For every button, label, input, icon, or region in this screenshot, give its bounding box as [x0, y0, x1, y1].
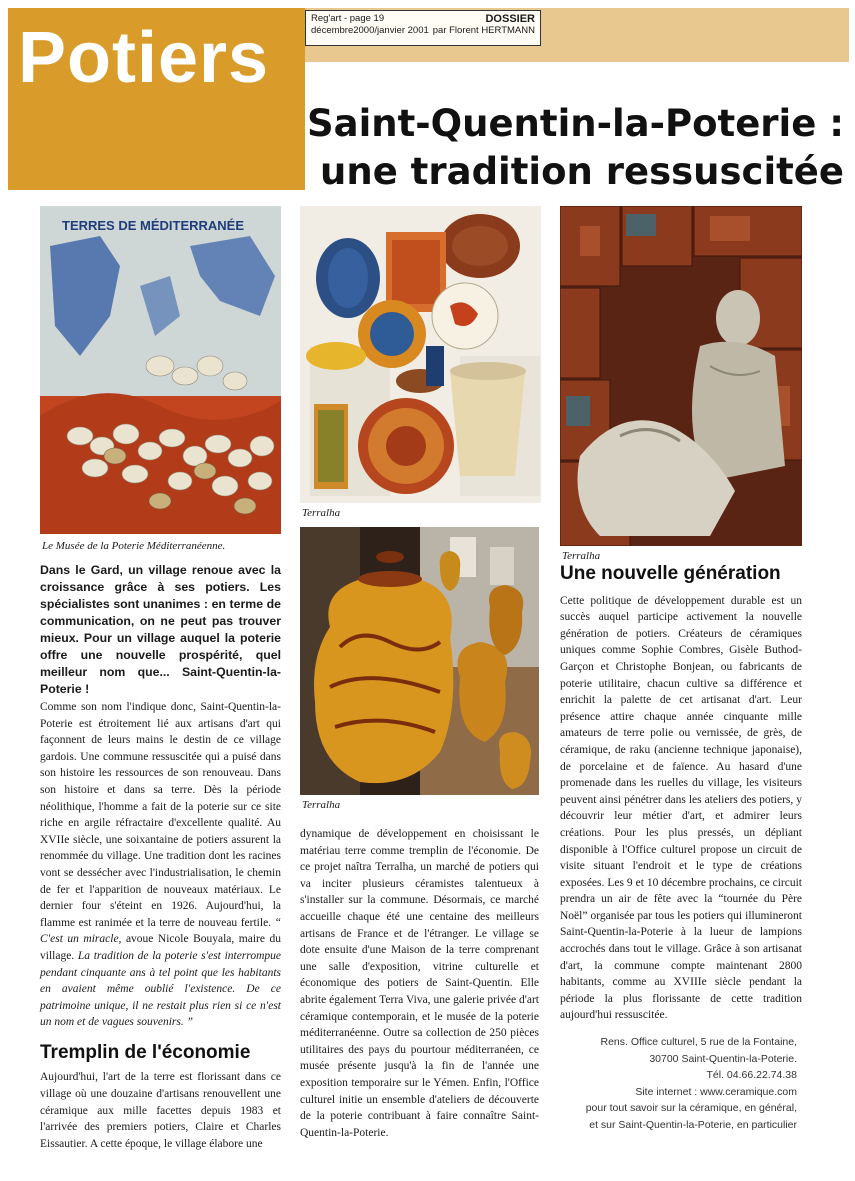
article-paragraph-4: Cette politique de développement durable est un succès auquel participe activement la nouvelle génération de potiers. Créateurs de céramiques uniques comme Sophie Combres, Gisèle Buthod-Garçon et Christophe Bonjean, ou fabricants de poterie utilitaire, chacun cultive sa différence et enrichit la palette de cet artisanat d'art. Leur présence attire chaque année cinquante mille amateurs de terre polie ou vernissée, de grès, de céramique, de raku (ancienne technique japonaise), de porcelaine et de faïence. Au hasard d'une promenade dans les ruelles du village, les visiteurs peuvent ainsi pénétrer dans les ateliers des potiers, y découvrir leur métier d'art, et admirer leurs créations. Pour les plus pressés, un dépliant disponible à l'Office culturel propose un circuit de visite situant l'endroit et le type de créations exposées. Les 9 et 10 décembre prochains, ce circuit prendra un air de fête avec la “tournée du Père Noël” organisée par tous les potiers qui illumineront Saint-Quentin-la-Poterie à la lueur de lampions accrochés dans tout le village. Grâce à son artisanat d'art, la commune compte maintenant 2800 habitants, comme au XVIIIe siècle pendant la période la plus florissante de cette tradition aujourd'hui ressuscitée. — [560, 594, 802, 1022]
contact-line-1: Rens. Office culturel, 5 rue de la Fontaine, — [600, 1036, 797, 1048]
column-3 — [560, 563, 802, 1024]
article-intro: Dans le Gard, un village renoue avec la croissance grâce à ses potiers. Les spécialistes sont unanimes : en terme de communication, on ne peut pas trouver mieux. Pour un village auquel la poterie offre une nouvelle prospérité, quel meilleur nom que... Saint-Quentin-la-Poterie ! — [40, 563, 281, 696]
contact-line-5: pour tout savoir sur la céramique, en général, — [585, 1102, 797, 1115]
article-paragraph-2: Aujourd'hui, l'art de la terre est florissant dans ce village où une douzaine d'artisans renouvellent une céramique aux mille facettes depuis 1983 et l'arrivée des premiers potiers, Claire et Charles Eissautier. A cette époque, le village élabore une — [40, 1071, 281, 1150]
sculpture-photo — [560, 206, 802, 546]
ceramics-illustration — [300, 206, 541, 503]
street-illustration — [300, 527, 539, 795]
ceramics-photo — [300, 206, 541, 503]
ceramics-caption: Terralha — [302, 507, 341, 519]
quote-attribution: avoue Nicole Bouyala, maire du village. — [40, 933, 281, 962]
folio-date: décembre2000/janvier 2001 — [311, 25, 429, 36]
column-2 — [300, 826, 539, 1141]
heading-generation: Une nouvelle génération — [560, 563, 781, 584]
contact-phone: Tél. 04.66.22.74.38 — [706, 1069, 797, 1082]
paragraph-1-text: Comme son nom l'indique donc, Saint-Quentin-la-Poterie est étroitement lié aux artisans d'art qui façonnent de leurs mains le destin de ce village gardois. Une commune ressuscitée qui a puisé dans son histoire les ressources de son renouveau. Dans son histoire et dans sa terre. Dès la période néolithique, l'homme a fait de la poterie sur ce site riche en argile réfractaire d'excellente qualité. Au XVIIe siècle, une soixantaine de potiers assurent la renommée du village. Une tradition dont les racines vont se dessécher avec l'industrialisation, le chemin de fer et l'apparition de nouveaux matériaux. Le dernier four s'éteint en 1926. Aujourd'hui, la flamme est ranimée et la terre de nouveau fertile. — [40, 701, 281, 929]
contact-line-2: 30700 Saint-Quentin-la-Poterie. — [649, 1052, 797, 1065]
title-line-2: une tradition ressuscitée — [320, 150, 844, 193]
folio-section: DOSSIER — [485, 13, 535, 25]
article-paragraph-1 — [40, 699, 281, 1031]
heading-tremplin: Tremplin de l'économie — [40, 1041, 251, 1063]
street-caption: Terralha — [302, 799, 341, 811]
museum-caption: Le Musée de la Poterie Méditerranéenne. — [42, 540, 226, 552]
contact-website[interactable]: Site internet : www.ceramique.com — [635, 1085, 797, 1098]
article-paragraph-3: dynamique de développement en choisissant le matériau terre comme tremplin de l'économie. De ce projet naîtra Terralha, un marché de potiers qui va inciter plusieurs céramistes talentueux à s'installer sur la commune. Désormais, ce marché accueille chaque été une centaine des meilleurs artisans de France et de l'étranger. Le village se dote ensuite d'une Maison de la terre comprenant une salle d'exposition, vitrine culturelle et économique des potiers de Saint-Quentin. Elle abrite également Terra Viva, une galerie privée d'art céramique contemporain, et le musée de la poterie méditerranéenne. Outre sa collection de 250 pièces utilitaires des pays du pourtour méditerranéen, ce musée présente jusqu'à la fin de l'année une exposition temporaire sur le Yémen. Enfin, l'Office culturel initie un ensemble d'ateliers de découverte de la poterie contribuant à faire connaître Saint-Quentin-la-Poterie. — [300, 828, 539, 1139]
folio-page: Reg'art - page 19 — [311, 13, 385, 24]
sculpture-caption: Terralha — [562, 550, 601, 562]
article-title — [214, 100, 844, 196]
folio-author: par Florent HERTMANN — [432, 25, 535, 36]
title-line-1: Saint-Quentin-la-Poterie : — [306, 102, 844, 145]
museum-illustration — [40, 206, 281, 534]
quote-part-c: La tradition de la poterie s'est interrompue pendant cinquante ans à tel point que les habitants en avaient même oublié l'existence. De ce patrimoine unique, il ne restait plus rien si ce n'est un nom et de vagues souvenirs. ” — [40, 949, 281, 1029]
museum-photo — [40, 206, 281, 534]
quote-part-a: “ C'est un miracle, — [40, 916, 282, 946]
sculpture-illustration — [560, 206, 802, 546]
folio-box — [305, 10, 541, 46]
contact-line-6: et sur Saint-Quentin-la-Poterie, en particulier — [589, 1118, 797, 1131]
contact-info — [575, 1034, 797, 1134]
street-photo — [300, 527, 539, 795]
museum-sign-text: TERRES DE MÉDITERRANÉE — [62, 218, 245, 233]
section-kicker: Potiers — [18, 18, 270, 98]
column-1 — [40, 562, 281, 1152]
